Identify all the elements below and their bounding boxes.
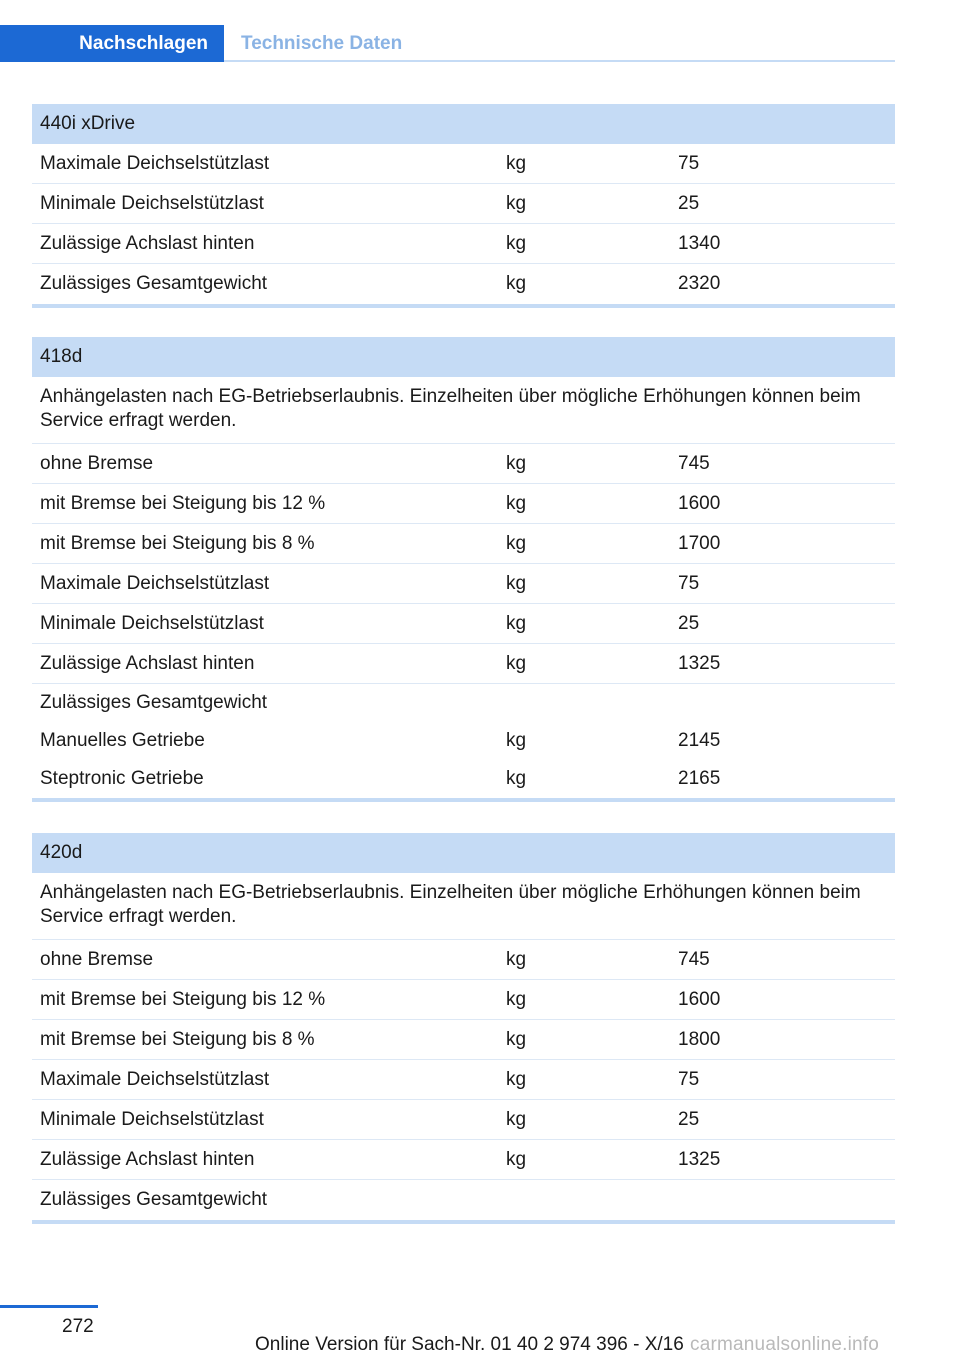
row-value: 2165 <box>678 768 721 789</box>
table-note: Anhängelasten nach EG-Betriebserlaubnis. Einzelheiten über mögliche Erhöhungen können beim Service erfragt werden. <box>32 873 895 940</box>
table-note: Anhängelasten nach EG-Betriebserlaubnis. Einzelheiten über mögliche Erhöhungen können beim Service erfragt werden. <box>32 377 895 444</box>
row-label: mit Bremse bei Steigung bis 8 % <box>40 532 315 554</box>
spec-table-440i-xdrive <box>32 104 895 308</box>
table-row <box>32 264 895 304</box>
row-unit: kg <box>506 948 527 970</box>
row-value: 745 <box>678 452 710 474</box>
row-label: Minimale Deichselstützlast <box>40 612 264 634</box>
table-row <box>32 604 895 644</box>
row-unit: kg <box>506 492 527 514</box>
tab-technische-daten-label: Technische Daten <box>241 32 403 54</box>
row-value: 75 <box>678 572 700 594</box>
tab-nachschlagen[interactable] <box>0 25 224 62</box>
table-row <box>32 184 895 224</box>
row-unit: kg <box>506 152 527 174</box>
row-label: mit Bremse bei Steigung bis 8 % <box>40 1028 315 1050</box>
watermark: carmanualsonline.info <box>690 1334 880 1355</box>
row-label: Zulässige Achslast hinten <box>40 652 255 674</box>
spec-table-418d <box>32 337 895 802</box>
row-value: 1700 <box>678 532 721 554</box>
tab-nachschlagen-label: Nachschlagen <box>79 32 208 54</box>
row-unit: kg <box>506 192 527 214</box>
row-value: 1800 <box>678 1028 721 1050</box>
table-row <box>32 722 895 760</box>
row-value: 1340 <box>678 232 721 254</box>
table-row <box>32 564 895 604</box>
row-unit: kg <box>506 1108 527 1130</box>
row-unit: kg <box>506 1068 527 1090</box>
row-unit: kg <box>506 572 527 594</box>
row-label: Maximale Deichselstützlast <box>40 152 270 174</box>
row-label: mit Bremse bei Steigung bis 12 % <box>40 988 326 1010</box>
row-unit: kg <box>506 1028 527 1050</box>
row-label: Zulässiges Gesamtgewicht <box>40 1189 268 1210</box>
row-label: ohne Bremse <box>40 948 154 970</box>
row-value: 75 <box>678 1068 700 1090</box>
table-row <box>32 1140 895 1180</box>
tab-technische-daten[interactable] <box>241 25 402 62</box>
table-row <box>32 444 895 484</box>
table-title: 418d <box>32 337 895 377</box>
row-unit: kg <box>506 768 527 789</box>
row-value: 25 <box>678 192 700 214</box>
page-number: 272 <box>62 1316 94 1337</box>
row-unit: kg <box>506 273 527 294</box>
row-unit: kg <box>506 652 527 674</box>
row-label: ohne Bremse <box>40 452 154 474</box>
row-label: mit Bremse bei Steigung bis 12 % <box>40 492 326 514</box>
online-version-note: Online Version für Sach-Nr. 01 40 2 974 396 - X/16 <box>255 1334 684 1355</box>
row-value: 2145 <box>678 730 721 751</box>
row-value: 25 <box>678 1108 700 1130</box>
row-value: 25 <box>678 612 700 634</box>
row-value: 2320 <box>678 273 721 294</box>
row-value: 1325 <box>678 1148 721 1170</box>
row-label: Zulässige Achslast hinten <box>40 232 255 254</box>
row-unit: kg <box>506 532 527 554</box>
row-label: Zulässiges Gesamtgewicht <box>40 692 268 713</box>
table-row <box>32 684 895 722</box>
row-label: Zulässiges Gesamtgewicht <box>40 273 268 294</box>
row-value: 1325 <box>678 652 721 674</box>
table-row <box>32 524 895 564</box>
table-title: 420d <box>32 833 895 873</box>
row-label: Maximale Deichselstützlast <box>40 572 270 594</box>
table-row <box>32 1020 895 1060</box>
row-value: 1600 <box>678 492 721 514</box>
row-label: Zulässige Achslast hinten <box>40 1148 255 1170</box>
table-row <box>32 644 895 684</box>
table-row <box>32 980 895 1020</box>
row-unit: kg <box>506 1148 527 1170</box>
table-row <box>32 760 895 798</box>
row-unit: kg <box>506 452 527 474</box>
row-value: 1600 <box>678 988 721 1010</box>
row-unit: kg <box>506 988 527 1010</box>
row-unit: kg <box>506 612 527 634</box>
table-row <box>32 144 895 184</box>
table-row <box>32 940 895 980</box>
row-unit: kg <box>506 232 527 254</box>
row-label: Minimale Deichselstützlast <box>40 1108 264 1130</box>
row-value: 75 <box>678 152 700 174</box>
footer-rule <box>0 1305 98 1308</box>
row-label: Maximale Deichselstützlast <box>40 1068 270 1090</box>
table-row <box>32 1100 895 1140</box>
row-label: Minimale Deichselstützlast <box>40 192 264 214</box>
table-row <box>32 484 895 524</box>
table-row <box>32 224 895 264</box>
row-label: Steptronic Getriebe <box>40 768 204 789</box>
spec-table-420d <box>32 833 895 1224</box>
table-title: 440i xDrive <box>32 104 895 144</box>
row-value: 745 <box>678 948 710 970</box>
table-row <box>32 1060 895 1100</box>
row-label: Manuelles Getriebe <box>40 730 205 751</box>
table-row <box>32 1180 895 1220</box>
row-unit: kg <box>506 730 527 751</box>
page-header <box>0 25 895 63</box>
